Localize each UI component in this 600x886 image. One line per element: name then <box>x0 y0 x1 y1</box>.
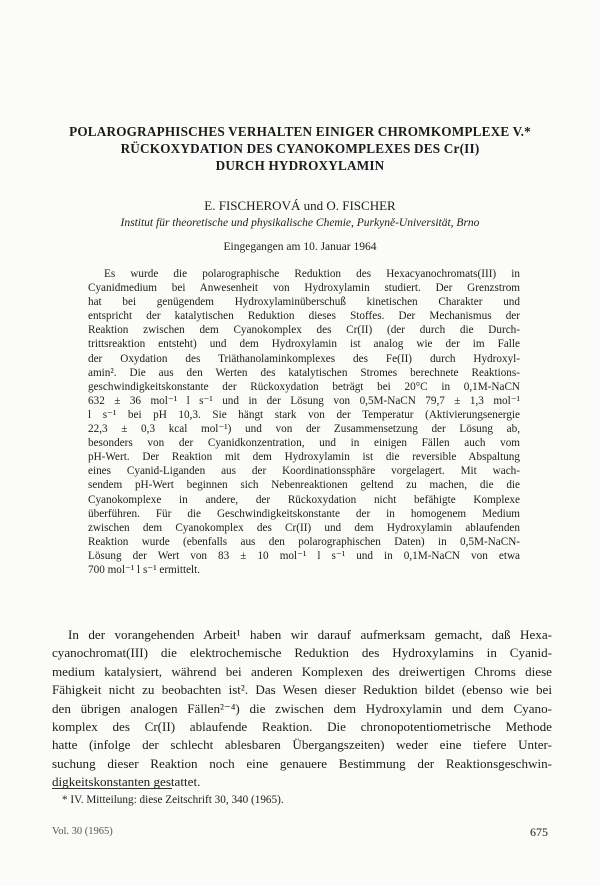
abstract-line: 632 ± 36 mol⁻¹ l s⁻¹ und in der Lösung von 0,5M-NaCN 79,7 ± 1,3 mol⁻¹ <box>88 394 520 407</box>
abstract-line: hat bei genügendem Hydroxylaminüberschuß kinetischen Charakter und <box>88 296 520 309</box>
abstract-line: Es wurde die polarographische Reduktion des Hexacyanochromats(III) in <box>104 268 520 280</box>
abstract-line: sendem pH-Wert beginnen sich Nebenreaktionen geltend zu machen, die die <box>88 479 520 492</box>
abstract-line: Cyanokomplexe in andere, der Rückoxydation nicht befähigte Komplexe <box>88 493 520 506</box>
abstract-line: trittsreaktion entsteht) und dem Hydroxylamin ist analog wie der im Falle <box>88 338 520 351</box>
footnote: * IV. Mitteilung: diese Zeitschrift 30, 340 (1965). <box>62 794 284 806</box>
body-line: komplex des Cr(II) ablaufende Reaktion. Die chronopotentiometrische Methode <box>52 718 552 734</box>
abstract-line: 22,3 ± 0,3 kcal mol⁻¹) und von der Zusammensetzung der Lösung ab, <box>88 423 520 436</box>
body-line: suchung dieser Reaktion noch eine genauere Bestimmung der Reaktionsgeschwin- <box>52 755 552 771</box>
article-title <box>30 123 570 174</box>
abstract-line: pH-Wert. Der Reaktion mit dem Hydroxylamin ist die reversible Abspaltung <box>88 451 520 464</box>
body-line: Fähigkeit nicht zu beobachten ist². Das Wesen dieser Reduktion bildet (ebenso wie bei <box>52 682 552 698</box>
abstract-line: überführen. Für die Geschwindigkeitskonstante der in homogenem Medium <box>88 507 520 520</box>
abstract-line: eines Cyanid-Liganden aus der Koordinationssphäre vorgelagert. Mit wach- <box>88 465 520 478</box>
body-line: hatte (infolge der schlecht ablesbaren Übergangszeiten) weder eine tiefere Unter- <box>52 737 552 753</box>
volume-info: Vol. 30 (1965) <box>52 826 113 837</box>
title-line-1: POLAROGRAPHISCHES VERHALTEN EINIGER CHROMKOMPLEXE V.* <box>69 124 531 139</box>
abstract-line: Reaktion zwischen dem Cyanokomplex des Cr(II) (der durch die Durch- <box>88 324 520 337</box>
abstract-line: Reaktion wurde (ebenfalls aus den polarographischen Daten) in 0,5M-NaCN- <box>88 535 520 548</box>
abstract-line: der Oxydation des Triäthanolaminkomplexes des Fe(II) durch Hydroxyl- <box>88 352 520 365</box>
abstract <box>88 267 520 577</box>
abstract-line: Cyanidmedium bei Anwesenheit von Hydroxylamin studiert. Der Grenzstrom <box>88 282 520 295</box>
title-line-3: DURCH HYDROXYLAMIN <box>215 158 385 173</box>
abstract-line: zwischen dem Cyanokomplex des Cr(II) und dem Hydroxylamin ablaufenden <box>88 521 520 534</box>
body-line: In der vorangehenden Arbeit¹ haben wir darauf aufmerksam gemacht, daß Hexa- <box>68 627 552 642</box>
page-number: 675 <box>530 825 548 839</box>
abstract-line: Lösung der Wert von 83 ± 10 mol⁻¹ l s⁻¹ und in 0,1M-NaCN von etwa <box>88 549 520 562</box>
abstract-line: 700 mol⁻¹ l s⁻¹ ermittelt. <box>88 563 201 576</box>
affiliation: Institut für theoretische und physikalische Chemie, Purkyně-Universität, Brno <box>120 217 480 229</box>
abstract-line: geschwindigkeitskonstante der Rückoxydation beträgt bei 20°C in 0,1M-NaCN <box>88 380 520 393</box>
body-line: medium katalysiert, während bei anderen Komplexen des dreiwertigen Chroms diese <box>52 663 552 679</box>
body-line: cyanochromat(III) die elektrochemische Reduktion des Hydroxylamins in Cyanid- <box>52 645 552 661</box>
body-line: digkeitskonstanten gestattet. <box>52 774 201 790</box>
body-paragraph <box>52 626 552 792</box>
received-date: Eingegangen am 10. Januar 1964 <box>223 241 377 253</box>
abstract-line: l s⁻¹ bei pH 10,3. Sie hängt stark von der Temperatur (Aktivierungsenergie <box>88 408 520 421</box>
abstract-line: amin². Die aus den Werten des katalytischen Stromes berechnete Reaktions- <box>88 366 520 379</box>
body-line: den übrigen analogen Fällen²⁻⁴) die zwischen dem Hydroxylamin und dem Cyano- <box>52 700 552 716</box>
authors: E. FISCHEROVÁ und O. FISCHER <box>204 198 396 213</box>
title-line-2: RÜCKOXYDATION DES CYANOKOMPLEXES DES Cr(II) <box>120 141 480 156</box>
footnote-divider <box>52 788 172 789</box>
abstract-line: entspricht der katalytischen Reduktion dieses Stoffes. Der Mechanismus der <box>88 310 520 323</box>
abstract-line: besonders von der Cyanidkonzentration, und in einigen Fällen auch vom <box>88 437 520 450</box>
